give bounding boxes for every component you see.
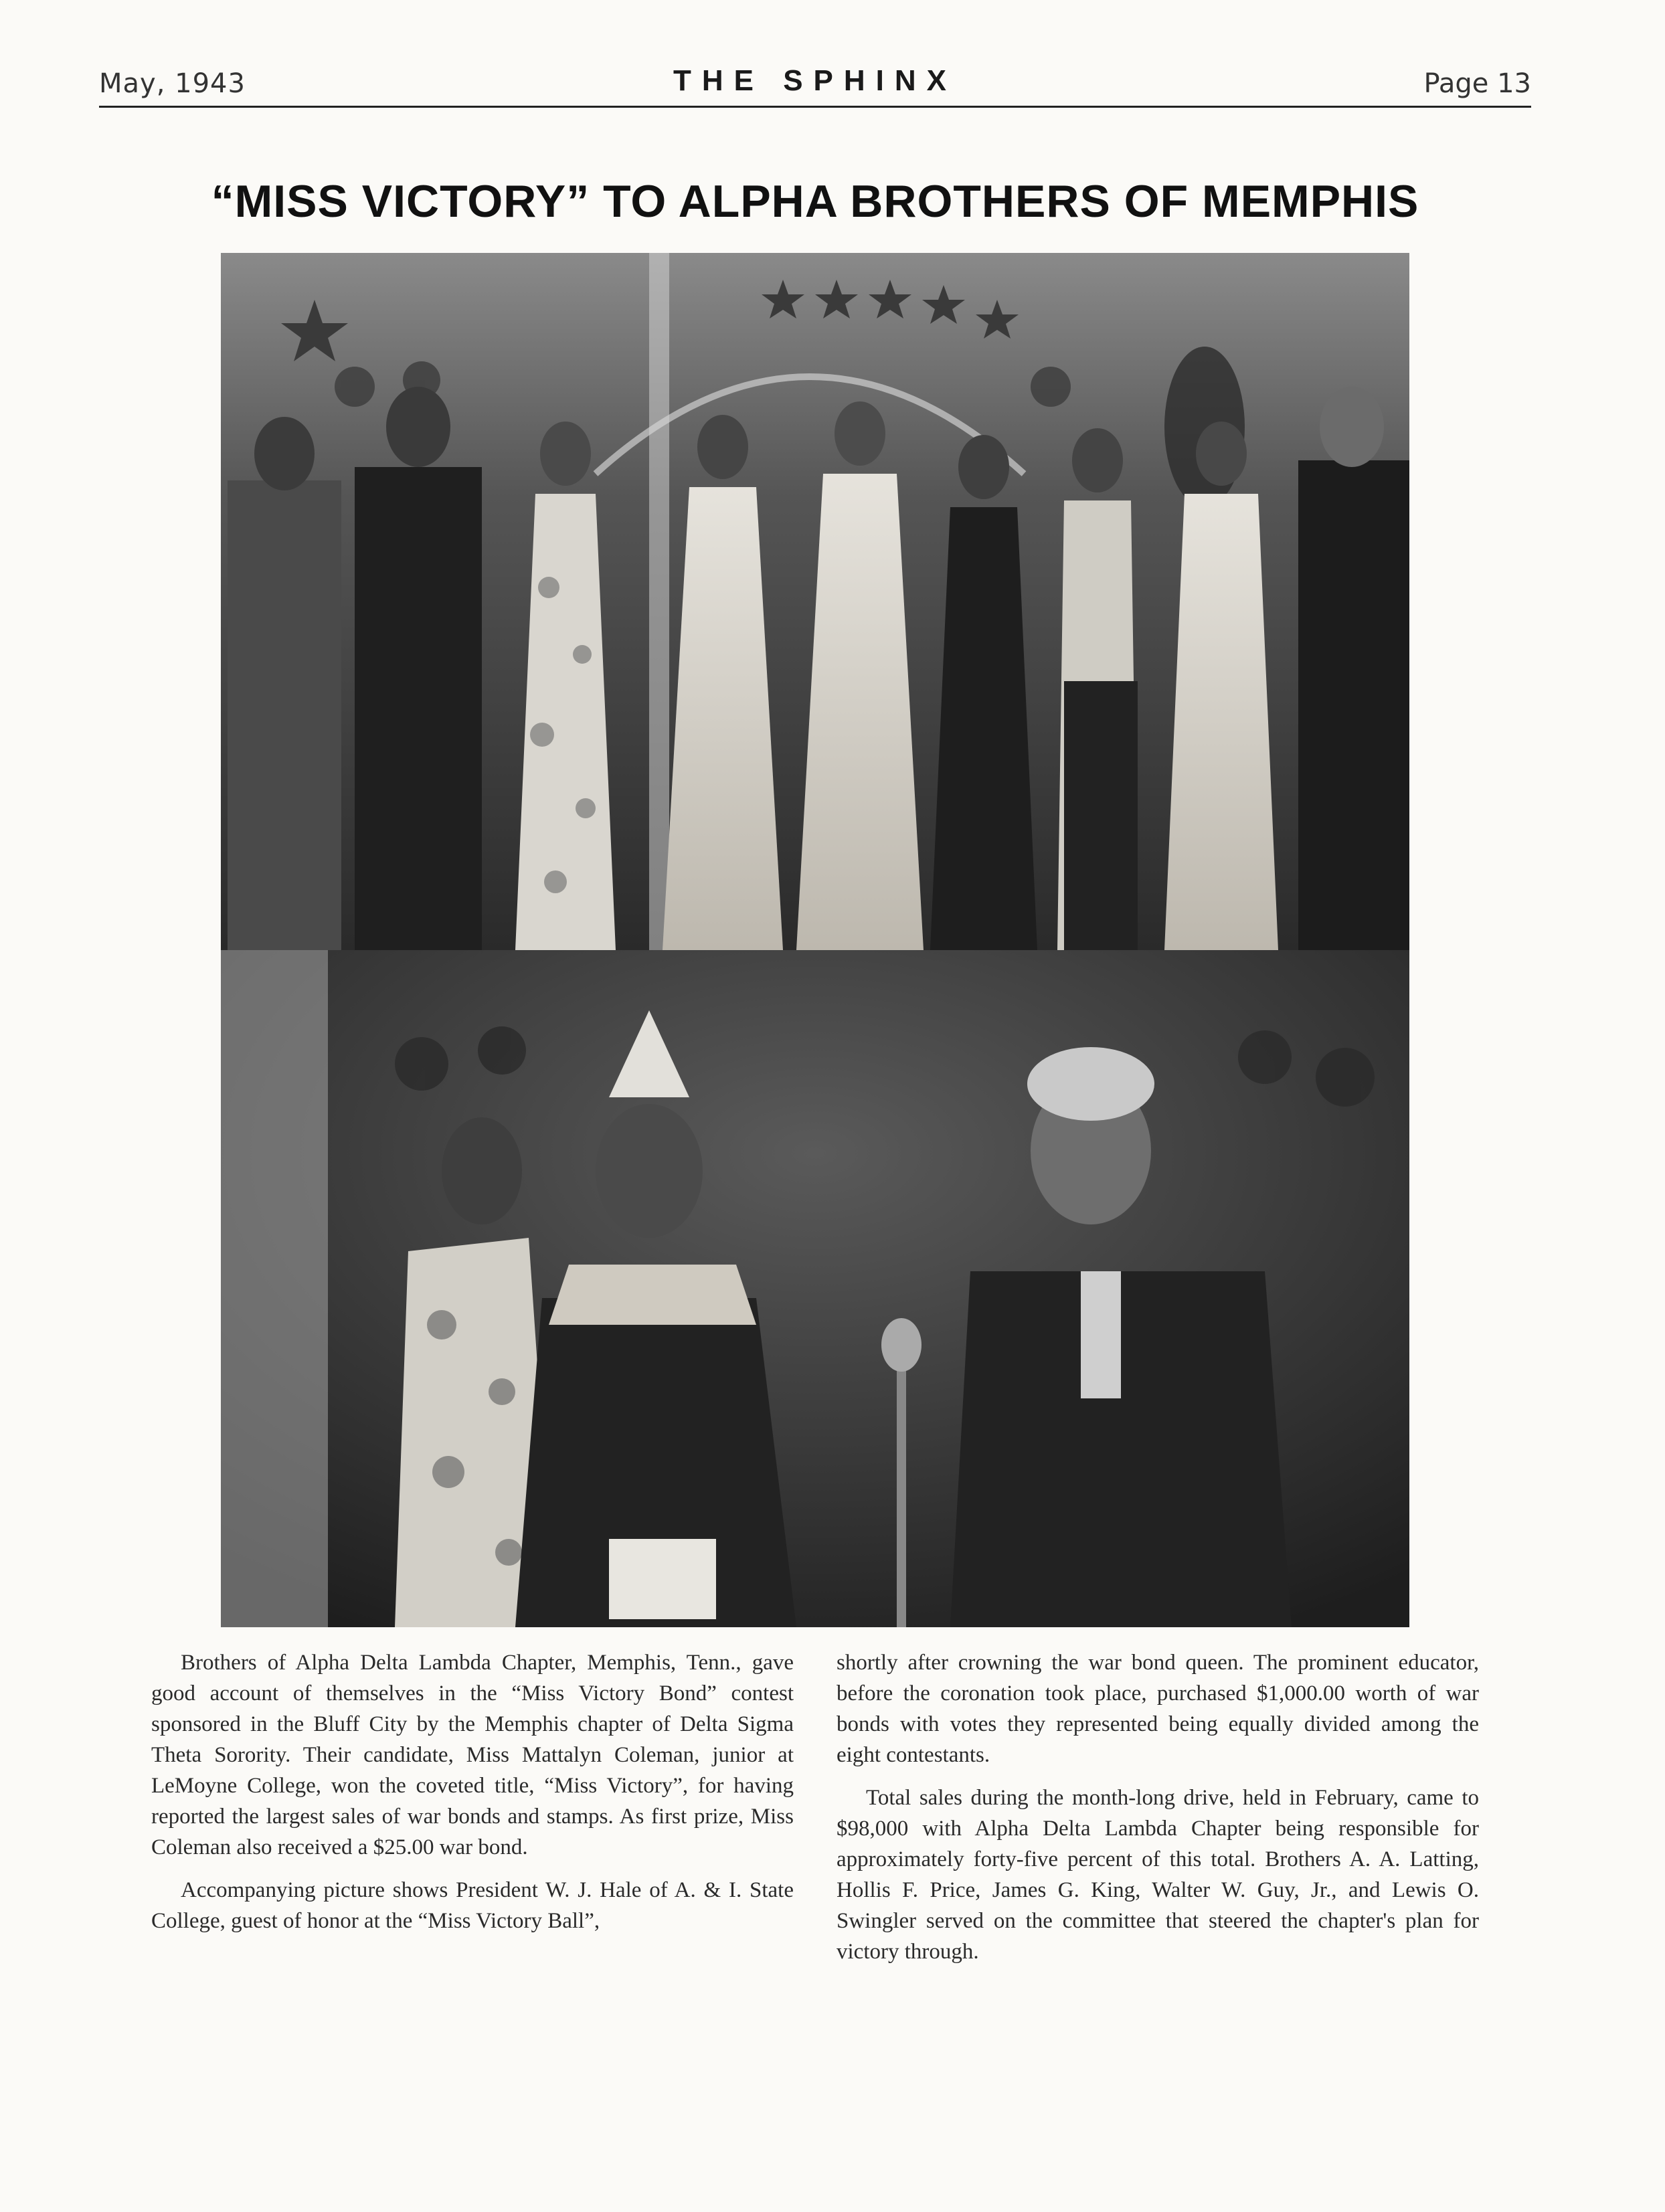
coronation-photo (221, 950, 1409, 1627)
group-portrait-photo (221, 253, 1409, 950)
photo-group-portrait-icon (221, 253, 1409, 950)
issue-date: May, 1943 (99, 68, 246, 99)
publication-name: THE SPHINX (673, 64, 958, 97)
article-column-left (151, 1647, 794, 1948)
article-title: “MISS VICTORY” TO ALPHA BROTHERS OF MEMPHIS (211, 176, 1419, 227)
photo-coronation-icon (221, 950, 1409, 1627)
article-column-right (837, 1647, 1479, 1979)
article-paragraph: Brothers of Alpha Delta Lambda Chapter, Memphis, Tenn., gave good account of themselves in the “Miss Victory Bond” contest sponsored in the Bluff City by the Memphis chapter of Delta Sigma Theta Sorority. Their candidate, Miss Mattalyn Coleman, junior at LeMoyne College, won the coveted title, “Miss Victory”, for having reported the largest sales of war bonds and stamps. As first prize, Miss Coleman also received a $25.00 war bond. (151, 1651, 794, 1859)
running-header (99, 64, 1531, 104)
page-number: Page 13 (1423, 68, 1531, 99)
article-paragraph: Accompanying picture shows President W. J. Hale of A. & I. State College, guest of honor at the “Miss Victory Ball”, (151, 1878, 794, 1933)
article-paragraph: shortly after crowning the war bond queen. The prominent educator, before the coronation took place, purchased $1,000.00 worth of war bonds with votes they represented being equally divided among the eight contestants. (837, 1651, 1479, 1767)
header-rule (99, 106, 1531, 108)
article-paragraph: Total sales during the month-long drive, held in February, came to $98,000 with Alpha Delta Lambda Chapter being responsible for approximately forty-five percent of this total. Brothers A. A. Latting, Hollis F. Price, James G. King, Walter W. Guy, Jr., and Lewis O. Swingler served on the committee that steered the chapter's plan for victory through. (837, 1786, 1479, 1964)
